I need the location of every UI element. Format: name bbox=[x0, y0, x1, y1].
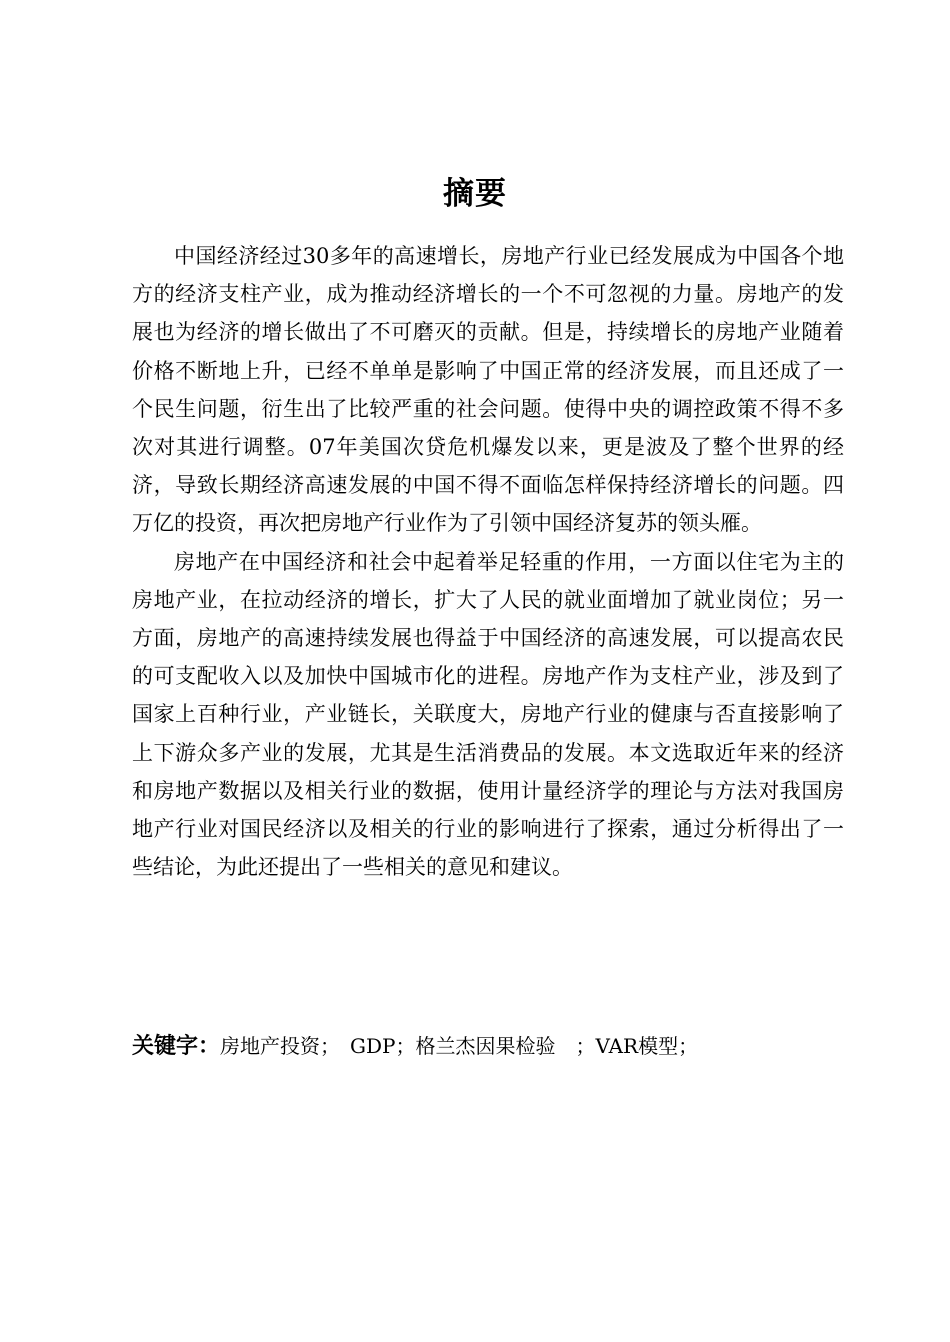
abstract-paragraph-2: 房地产在中国经济和社会中起着举足轻重的作用，一方面以住宅为主的房地产业，在拉动经济的增长，扩大了人民的就业面增加了就业岗位；另一方面，房地产的高速持续发展也得益于中国经济的高速发展，可以提高农民的可支配收入以及加快中国城市化的进程。房地产作为支柱产业，涉及到了国家上百种行业，产业链长，关联度大，房地产行业的健康与否直接影响了上下游众多产业的发展，尤其是生活消费品的发展。本文选取近年来的经济和房地产数据以及相关行业的数据，使用计量经济学的理论与方法对我国房地产行业对国民经济以及相关的行业的影响进行了探索，通过分析得出了一些结论，为此还提出了一些相关的意见和建议。 bbox=[132, 549, 844, 880]
keywords-text: 房地产投资； GDP；格兰杰因果检验 ；VAR模型； bbox=[220, 1034, 699, 1058]
abstract-title: 摘要 bbox=[443, 176, 507, 212]
keywords-label: 关键字： bbox=[132, 1034, 221, 1059]
abstract-paragraph-1: 中国经济经过30多年的高速增长，房地产行业已经发展成为中国各个地方的经济支柱产业，成为推动经济增长的一个不可忽视的力量。房地产的发展也为经济的增长做出了不可磨灭的贡献。但是，持续增长的房地产业随着价格不断地上升，已经不单单是影响了中国正常的经济发展，而且还成了一个民生问题，衍生出了比较严重的社会问题。使得中央的调控政策不得不多次对其进行调整。07年美国次贷危机爆发以来，更是波及了整个世界的经济，导致长期经济高速发展的中国不得不面临怎样保持经济增长的问题。四万亿的投资，再次把房地产行业作为了引领中国经济复苏的领头雁。 bbox=[132, 244, 844, 536]
abstract-body bbox=[132, 237, 844, 886]
keywords-line bbox=[132, 1026, 844, 1067]
